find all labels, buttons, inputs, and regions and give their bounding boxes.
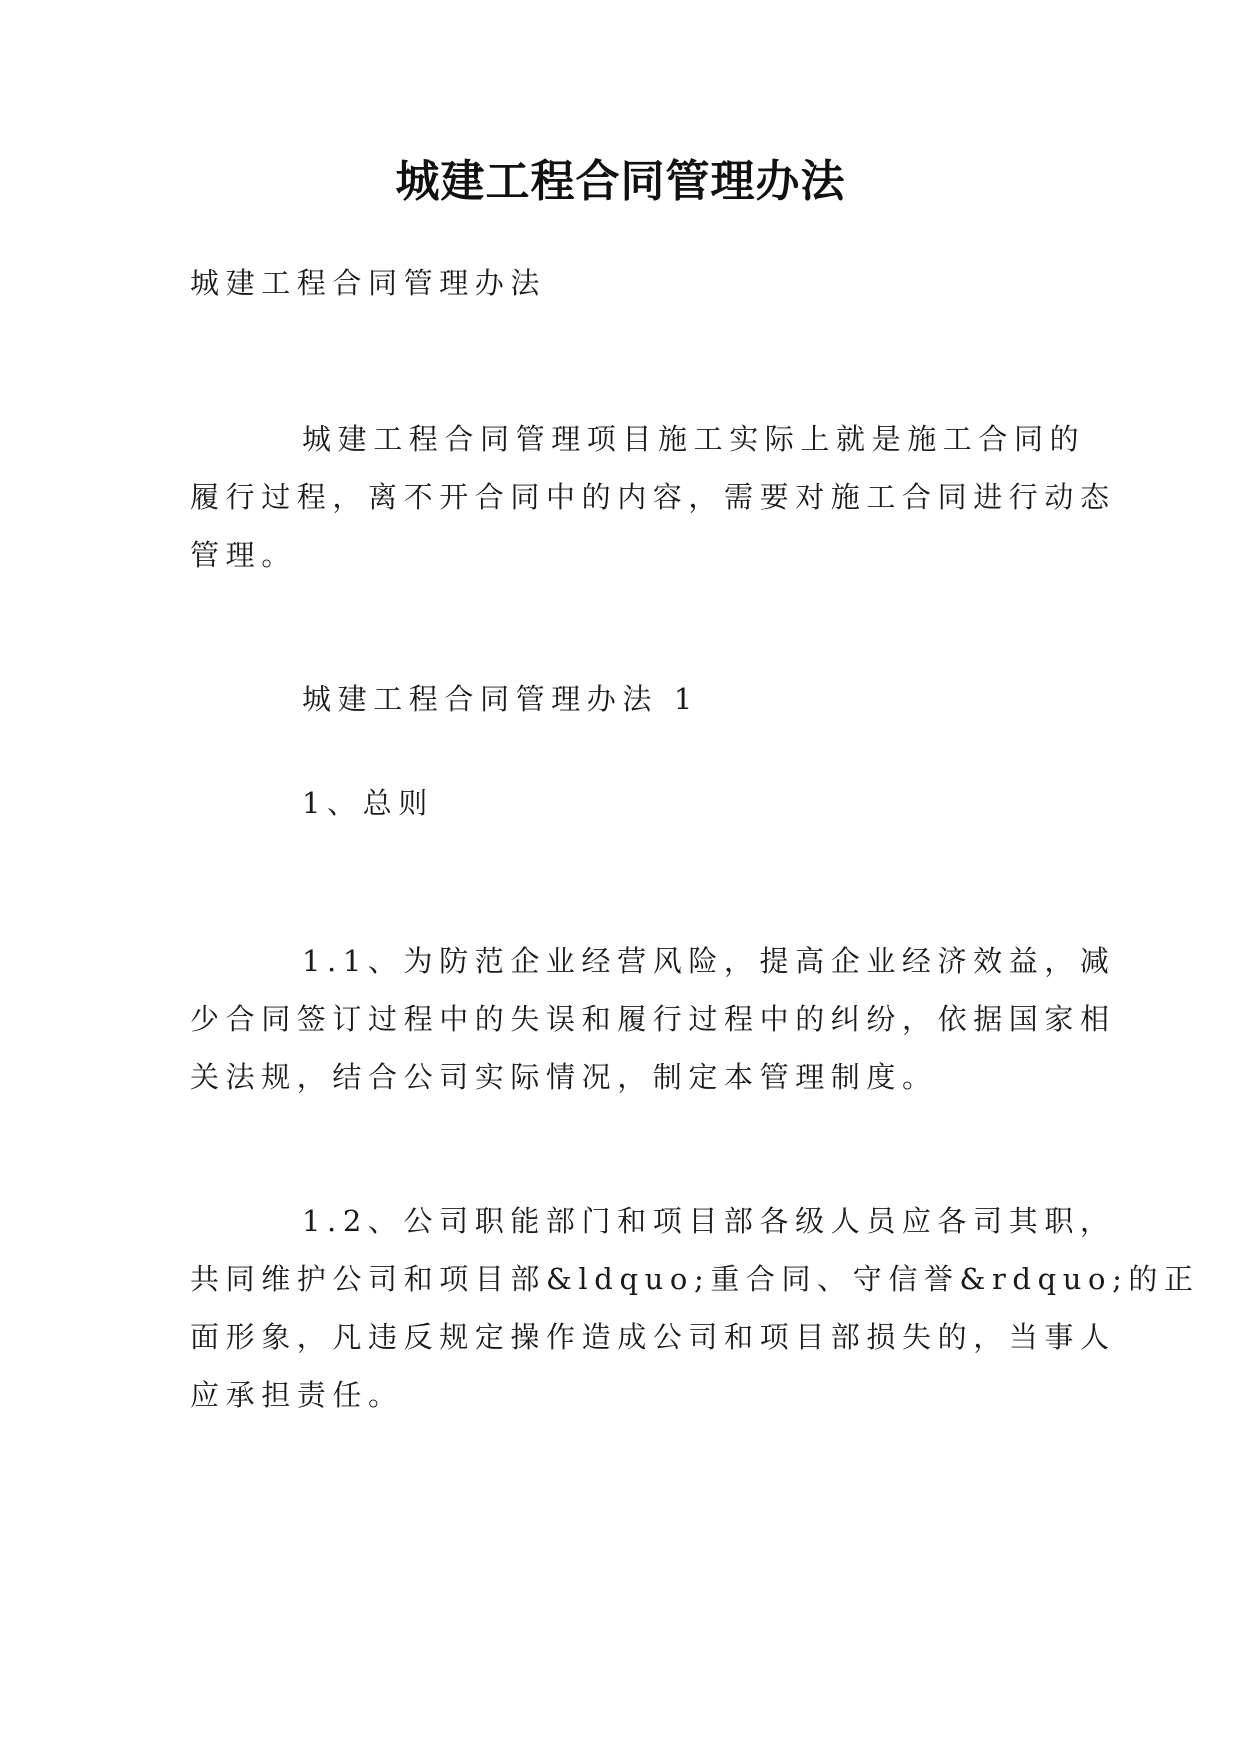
clause-1-1-line: 关法规，结合公司实际情况，制定本管理制度。 [190, 1060, 938, 1094]
section-heading: 城建工程合同管理办法 1 [302, 682, 699, 716]
clause-1-2-line: 应承担责任。 [190, 1378, 404, 1412]
clause-1-1-line: 1.1、为防范企业经营风险，提高企业经济效益，减 [302, 944, 1116, 978]
intro-paragraph [190, 410, 1116, 584]
clause-1-2-line: 共同维护公司和项目部&ldquo;重合同、守信誉&rdquo;的正 [190, 1262, 1200, 1296]
clause-1-2-line: 面形象，凡违反规定操作造成公司和项目部损失的，当事人 [190, 1320, 1116, 1354]
clause-1-1-paragraph [190, 932, 1116, 1106]
document-title: 城建工程合同管理办法 [395, 156, 846, 207]
chapter-heading: 1、总则 [302, 786, 434, 820]
intro-line: 管理。 [190, 538, 297, 572]
document-subtitle: 城建工程合同管理办法 [190, 266, 547, 300]
clause-1-2-line: 1.2、公司职能部门和项目部各级人员应各司其职， [302, 1204, 1116, 1238]
intro-line: 履行过程，离不开合同中的内容，需要对施工合同进行动态 [190, 480, 1116, 514]
intro-line: 城建工程合同管理项目施工实际上就是施工合同的 [302, 422, 1086, 456]
clause-1-1-line: 少合同签订过程中的失误和履行过程中的纠纷，依据国家相 [190, 1002, 1116, 1036]
clause-1-2-paragraph [190, 1192, 1200, 1424]
